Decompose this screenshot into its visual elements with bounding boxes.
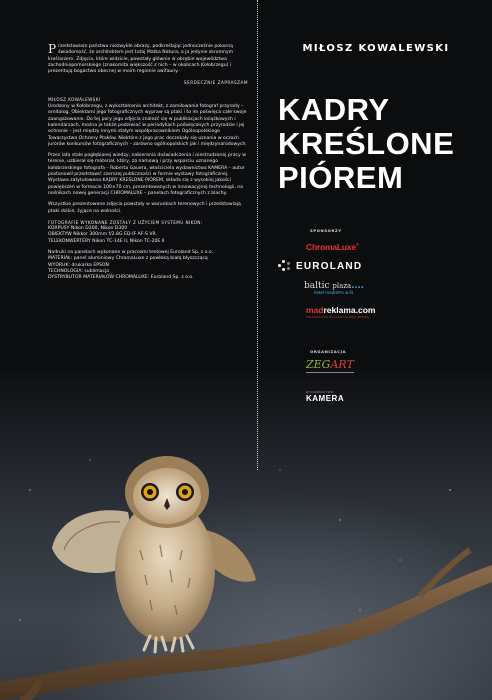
equipment-line: KORPUSY Nikon D300, Nikon D300: [48, 226, 128, 232]
kamera-subtitle: WYDAWNICTWO: [306, 390, 334, 394]
baltic-subtitle: hotel mediSPA & fit: [314, 290, 353, 295]
equipment-line: TELEKONWERTERY Nikon TC-14E II, Nikon TC-20E II: [48, 238, 165, 244]
equipment-line: OBIEKTYW Nikkor 300mm f/2.8G ED-IF AF-S VR: [48, 232, 156, 238]
intro-paragraph: [48, 44, 248, 75]
euroland-logo: [278, 260, 362, 272]
madreklama-subtitle: PROFESJONALNA AGENCJA REKLAMOWA: [306, 315, 369, 319]
kamera-text: KAMERA: [306, 394, 345, 403]
chromaluxe-text: ChromaLuxe: [306, 242, 356, 252]
madreklama-logo: [306, 305, 375, 319]
baltic-dots: ....: [351, 281, 364, 291]
title-line: PIÓREM: [278, 160, 404, 195]
zegart-zeg: ZEG: [306, 358, 331, 371]
sponsors-label: SPONSORZY: [310, 228, 342, 233]
wild-birds-paragraph: Wszystkie prezentowane zdjęcia powstały w warunkach terenowych i przedstawiają ptaki dzikie, żyjące na wolności.: [48, 202, 241, 214]
exhibition-title: [278, 93, 454, 195]
title-line: KREŚLONE: [278, 126, 455, 161]
owl: [52, 456, 256, 652]
text-column: [48, 44, 248, 282]
print-line: DYSTRYBUTOR MATERIAŁÓW CHROMALUXE: Euroland Sp. z o.o.: [48, 275, 194, 281]
print-info: [48, 250, 248, 281]
baltic-plaza-logo: [304, 281, 364, 295]
print-line: MATERIAŁ: panel aluminiowy ChromaLuxe z powłoką białą błyszczącą: [48, 256, 208, 262]
madreklama-domain: reklama.com: [323, 305, 376, 315]
intro-dropcap: P: [48, 42, 57, 56]
equipment-line: FOTOGRAFIE WYKONANE ZOSTAŁY Z UŻYCIEM SYSTEMU NIKON:: [48, 219, 203, 225]
plaza-text: plaza: [332, 282, 352, 290]
zegart-logo: [306, 358, 354, 373]
author-name: MIŁOSZ KOWALEWSKI: [302, 43, 450, 54]
branch: [0, 565, 492, 700]
exhibition-paragraph: Przez lata stale pogłębianej wiedzy, nabierania doświadczenia i niestrudzonej pracy w terenie, uzbierał się materiał, który, za namową i przy wsparciu uznanego kołobrzeskiego fotografa – Roberta Gauera, właściciela wydawnictwa KAMERA – autor postanowił przedstawić szerszej publiczności w formie wystawy fotograficznej. Wystawa zatytułowana KADRY KREŚLONE PIÓREM, składa się z wysokiej jakości powiększeń w formacie 100×70 cm, prezentowanych w innowacyjnej technologii, na nośnikach nowej generacji CHROMALUXE – panelach fotograficznych z blachy.: [48, 153, 246, 196]
print-line: Nadruki na panelach wykonane w pracowni testowej Euroland Sp. z o.o.: [48, 250, 214, 256]
euroland-text: EUROLAND: [296, 260, 363, 272]
bio-paragraph: Urodzony w Kołobrzegu, z wykształcenia architekt, z zamiłowania fotograf przyrody – ornitolog. Obiektami jego fotograficznych wypraw są ptaki i to im poświęca całe swoje zaangażowanie. Do tej pory jego zdjęcia znaleźć się w publikacjach książkowych i kalendarzach, można je także podziwiać w periodykach poświęconych przyrodzie i jej ochronie – jest między innymi stałym współpracownikiem Ogólnopolskiego Towarzystwa Ochrony Ptaków. Niektóre z jego prac doczekały się uznania w oczach jurorów konkursów fotograficznych – zarówno ogólnopolskich jak i międzynarodowych.: [48, 104, 247, 147]
equipment-list: [48, 220, 248, 245]
intro-text: rzedstawiam państwu niezwykłe obrazy, podkreślając jednocześnie pokorną świadomość, że architektem jest tutaj Matka Natura, a ja jedynie skromnym kreślarzem. Zdjęcia, które widzicie, powstały głównie w obrębie województwa zachodniopomorskiego (znakomita większość z nich – w okolicach Kołobrzegu) i prezentują bogactwo obecnej w moim regionie awifauny.: [48, 44, 234, 75]
euroland-mark-icon: [278, 260, 292, 272]
organizers-label: ORGANIZACJA: [310, 349, 347, 354]
print-line: TECHNOLOGIA: sublimacja: [48, 268, 110, 274]
madreklama-mad: mad: [306, 305, 324, 315]
chromaluxe-logo: ChromaLuxe®: [306, 242, 359, 252]
owl-photo: [0, 400, 492, 700]
zegart-art: ART: [330, 358, 354, 371]
baltic-text: baltic: [304, 281, 330, 291]
title-line: KADRY: [278, 92, 390, 127]
bio-heading: MIŁOSZ KOWALEWSKI: [48, 96, 101, 102]
signoff: SERDECZNIE ZAPRASZAM: [183, 80, 248, 86]
print-line: WYDRUK: drukarka EPSON: [48, 262, 109, 268]
